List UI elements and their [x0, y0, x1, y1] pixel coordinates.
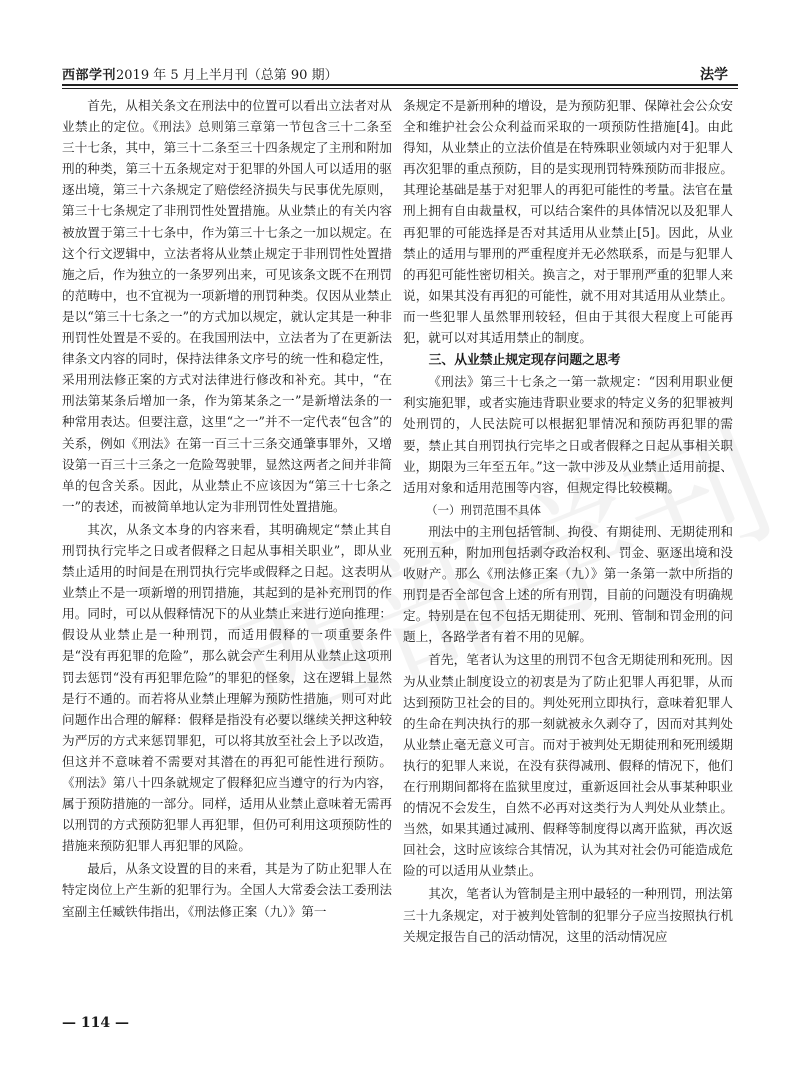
right-column — [403, 95, 733, 949]
header-rule-thin — [62, 88, 738, 89]
left-column — [62, 95, 392, 924]
header-rule — [62, 84, 738, 86]
page-number: — 114 — — [62, 1015, 129, 1031]
subsection-heading: （一）刑罚范围不具体 — [426, 502, 541, 517]
journal-masthead — [62, 64, 338, 83]
paragraph-position: 首先，从相关条文在刑法中的位置可以看出立法者对从业禁止的定位。《刑法》总则第三章第一节包含三十二条至三十七条，其中，第三十二条至三十四条规定了主刑和附加刑的种类，第三十五条规定对于犯罪的外国人可以适用的驱逐出境，第三十六条规定了赔偿经济损失与民事优先原则，第三十七条规定了非刑罚性处置措施。从业禁止的有关内容被放置于第三十七条中，作为第三十七条之一加以规定。在这个行文逻辑中，立法者将从业禁止规定于非刑罚性处置措施之后，作为独立的一条罗列出来，可见该条文既不在刑罚的范畴中，也不宜视为一项新增的刑罚种类。仅因从业禁止是以“第三十七条之一”的方式加以规定，就认定其是一种非刑罚性处置是不妥的。在我国刑法中，立法者为了在更新法律条文内容的同时，保持法律条文序号的统一性和稳定性，采用刑法修正案的方式对法律进行修改和补充。其中，“在刑法第某条后增加一条，作为第某条之一”是新增法条的一种常用表达。但要注意，这里“之一”并不一定代表“包含”的关系，例如《刑法》在第一百三十三条交通肇事罪外，又增设第一百三十三条之一危险驾驶罪，显然这两者之间并非简单的包含关系。因此，从业禁止不应该因为“第三十七条之一”的表述，而被简单地认定为非刑罚性处置措施。 — [62, 98, 392, 514]
running-header — [62, 56, 738, 84]
paragraph-penalties: 刑法中的主刑包括管制、拘役、有期徒刑、无期徒刑和死刑五种，附加刑包括剥夺政治权利、罚金、驱逐出境和没收财产。那么《刑法修正案（九）》第一条第一款中所指的刑罚是否全部包含上述的所有刑罚，目前的问题没有明确规定。特别是在包不包括无期徒刑、死刑、管制和罚金刑的问题上，各路学者有着不用的见解。 — [403, 523, 733, 645]
paragraph-content: 其次，从条文本身的内容来看，其明确规定“禁止其自刑罚执行完毕之日或者假释之日起从事相关职业”，即从业禁止适用的时间是在刑罚执行完毕或假释之日起。这表明从业禁止不是一项新增的刑罚措施，其起到的是补充刑罚的作用。同时，可以从假释情况下的从业禁止来进行逆向推理：假设从业禁止是一种刑罚，而适用假释的一项重要条件是“没有再犯罪的危险”，那么就会产生利用从业禁止这项刑罚去惩罚“没有再犯罪危险”的罪犯的怪象，这在逻辑上显然是行不通的。而若将从业禁止理解为预防性措施，则可对此问题作出合理的解释：假释是指没有必要以继续关押这种较为严厉的方式来惩罚罪犯，可以将其放至社会上予以改造，但这并不意味着不需要对其潜在的再犯可能性进行预防。《刑法》第八十四条就规定了假释犯应当遵守的行为内容，属于预防措施的一部分。同样，适用从业禁止意味着无需再以刑罚的方式预防犯罪人再犯罪，但仍可利用这项预防性的措施来预防犯罪人再犯罪的风险。 — [62, 521, 392, 854]
paragraph-control: 其次，笔者认为管制是主刑中最轻的一种刑罚，刑法第三十九条规定，对于被判处管制的犯罪分子应当按照执行机关规定报告自己的活动情况，这里的活动情况应 — [403, 886, 733, 944]
issue-info: 2019 年 5 月上半月刊（总第 90 期） — [116, 68, 338, 83]
paragraph-purpose: 最后，从条文设置的目的来看，其是为了防止犯罪人在特定岗位上产生新的犯罪行为。全国人大常委会法工委刑法室副主任臧铁伟指出，《刑法修正案（九）》第一 — [62, 861, 392, 919]
section-label: 法学 — [700, 67, 728, 83]
paragraph-article: 《刑法》第三十七条之一第一款规定：“因利用职业便利实施犯罪，或者实施违背职业要求的特定义务的犯罪被判处刑罚的，人民法院可以根据犯罪情况和预防再犯罪的需要，禁止其自刑罚执行完毕之日或者假释之日起从事相关职业，期限为三年至五年。”这一款中涉及从业禁止适用前提、适用对象和适用范围等内容，但规定得比较模糊。 — [403, 374, 733, 495]
section-heading: 三、从业禁止规定现存问题之思考 — [428, 353, 621, 369]
paragraph-continuation: 条规定不是新刑种的增设，是为预防犯罪、保障社会公众安全和维护社会公众利益而采取的一项预防性措施[4]。由此得知，从业禁止的立法价值是在特殊职业领域内对于犯罪人再次犯罪的重点预防，目的是实现刑罚特殊预防而非报应。其理论基础是基于对犯罪人的再犯可能性的考量。法官在量刑上拥有自由裁量权，可以结合案件的具体情况以及犯罪人再犯罪的可能选择是否对其适用从业禁止[5]。因此，从业禁止的适用与罪刑的严重程度并无必然联系，而是与犯罪人的再犯可能性密切相关。换言之，对于罪刑严重的犯罪人来说，如果其没有再犯的可能性，就不用对其适用从业禁止。而一些犯罪人虽然罪刑较轻，但由于其很大程度上可能再犯，就可以对其适用禁止的制度。 — [403, 98, 733, 346]
journal-name: 西部学刊 — [62, 68, 117, 83]
paragraph-life-death: 首先，笔者认为这里的刑罚不包含无期徒刑和死刑。因为从业禁止制度设立的初衷是为了防止犯罪人再犯罪，从而达到预防卫社会的目的。判处死刑立即执行，意味着犯罪人的生命在判决执行的那一刻就被永久剥夺了，因而对其判处从业禁止毫无意义可言。而对于被判处无期徒刑和死刑缓期执行的犯罪人来说，在没有获得减刑、假释的情况下，他们在行刑期间都将在监狱里度过，重新返回社会从事某种职业的情况不会发生，自然不必再对这类行为人判处从业禁止。当然，如果其通过减刑、假释等制度得以离开监狱，再次返回社会，这时应该综合其情况，认为其对社会仍可能造成危险的可以适用从业禁止。 — [403, 652, 733, 879]
